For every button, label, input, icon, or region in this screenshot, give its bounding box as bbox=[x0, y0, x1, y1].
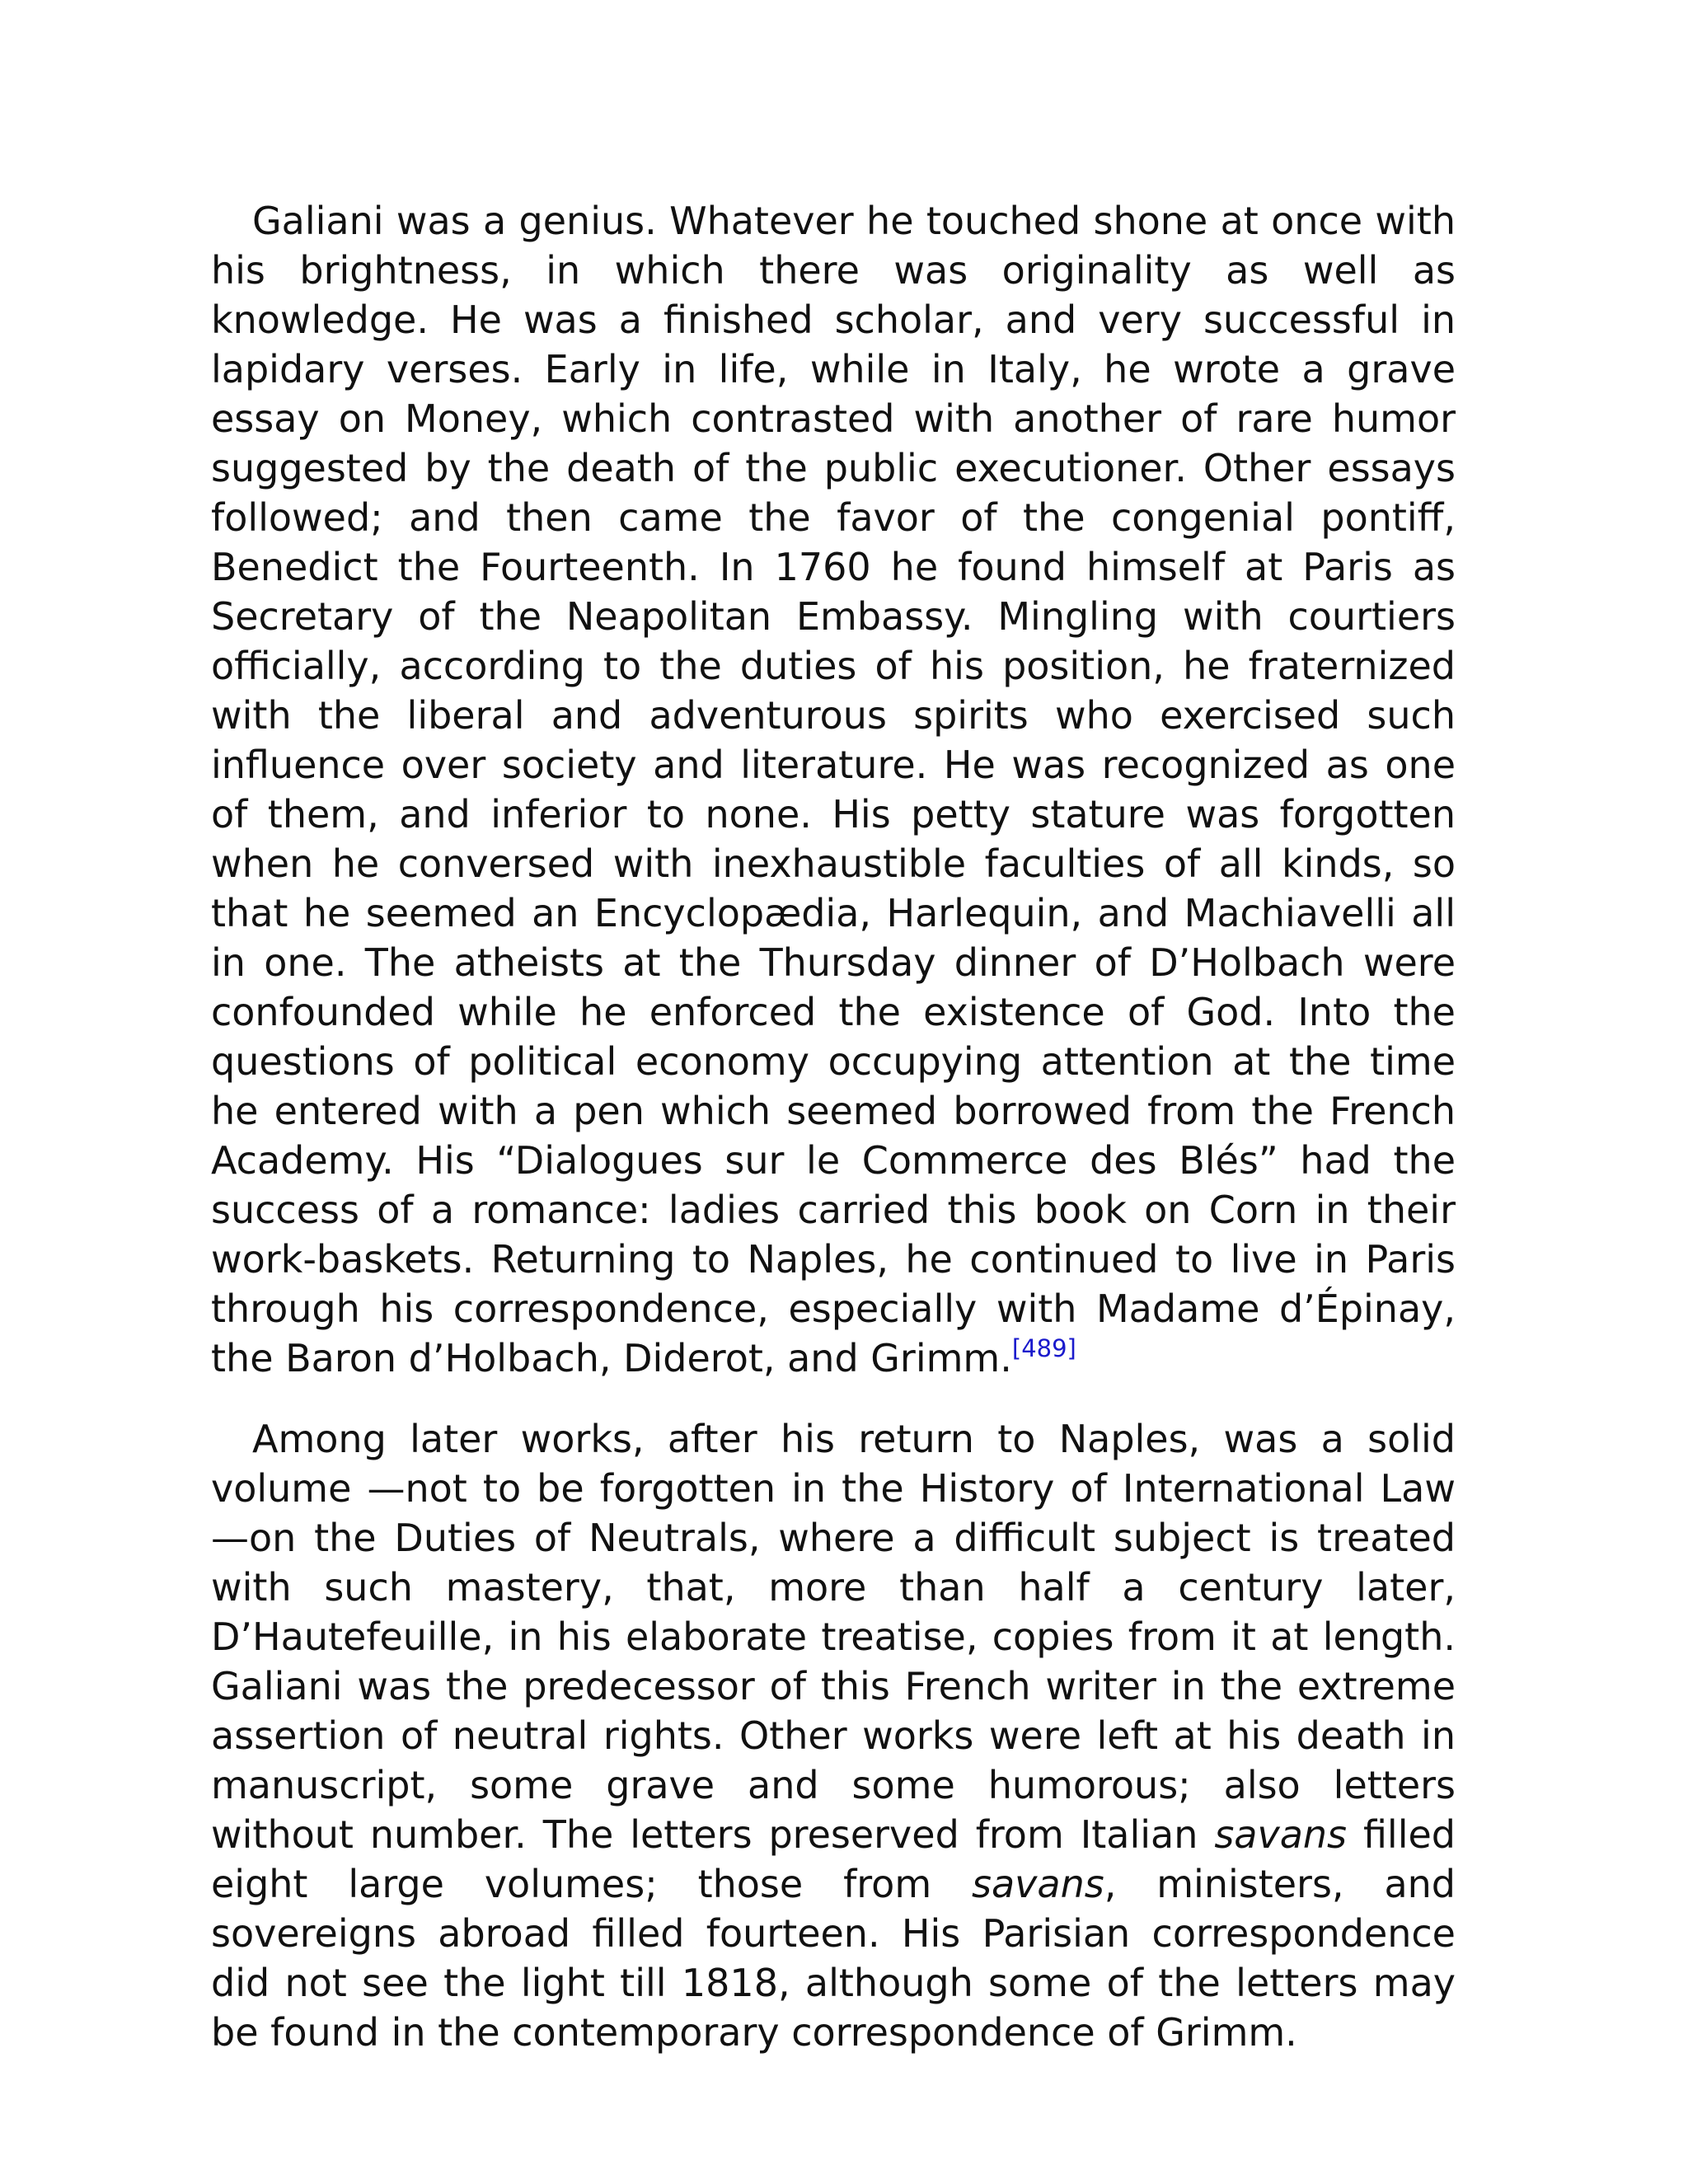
paragraph-2-text-part-1: Among later works, after his return to Naples, was a solid volume —not to be forgotten in the History of International Law—on the Duties of Neutrals, where a difficult subject is treated with such mastery, that, more than half a century later, D’Hautefeuille, in his elaborate treatise, copies from it at length. Galiani was the predecessor of this French writer in the extreme assertion of neutral rights. Other works were left at his death in manuscript, some grave and some humorous; also letters without number. The letters preserved from Italian bbox=[211, 1417, 1456, 1857]
paragraph-2 bbox=[211, 1414, 1456, 2057]
document-page bbox=[211, 196, 1456, 2057]
footnote-link-489[interactable]: [489] bbox=[1011, 1334, 1076, 1362]
paragraph-2-text-part-3: , ministers, and sovereigns abroad filled fourteen. His Parisian correspondence did not see the light till 1818, although some of the letters may be found in the contemporary correspondence of Grimm. bbox=[211, 1862, 1456, 2055]
italic-savans-1: savans bbox=[1214, 1812, 1348, 1857]
italic-savans-2: savans bbox=[972, 1862, 1104, 1906]
paragraph-1 bbox=[211, 196, 1456, 1383]
paragraph-1-text: Galiani was a genius. Whatever he touched shone at once with his brightness, in which there was originality as well as knowledge. He was a finished scholar, and very successful in lapidary verses. Early in life, while in Italy, he wrote a grave essay on Money, which contrasted with another of rare humor suggested by the death of the public executioner. Other essays followed; and then came the favor of the congenial pontiff, Benedict the Fourteenth. In 1760 he found himself at Paris as Secretary of the Neapolitan Embassy. Mingling with courtiers officially, according to the duties of his position, he fraternized with the liberal and adventurous spirits who exercised such influence over society and literature. He was recognized as one of them, and inferior to none. His petty stature was forgotten when he conversed with inexhaustible faculties of all kinds, so that he seemed an Encyclopædia, Harlequin, and Machiavelli all in one. The atheists at the Thursday dinner of D’Holbach were confounded while he enforced the existence of God. Into the questions of political economy occupying attention at the time he entered with a pen which seemed borrowed from the French Academy. His “Dialogues sur le Commerce des Blés” had the success of a romance: ladies carried this book on Corn in their work-baskets. Returning to Naples, he continued to live in Paris through his correspondence, especially with Madame d’Épinay, the Baron d’Holbach, Diderot, and Grimm. bbox=[211, 199, 1456, 1380]
paragraph-2-text-part-2: filled eight large volumes; those from bbox=[211, 1812, 1456, 1906]
